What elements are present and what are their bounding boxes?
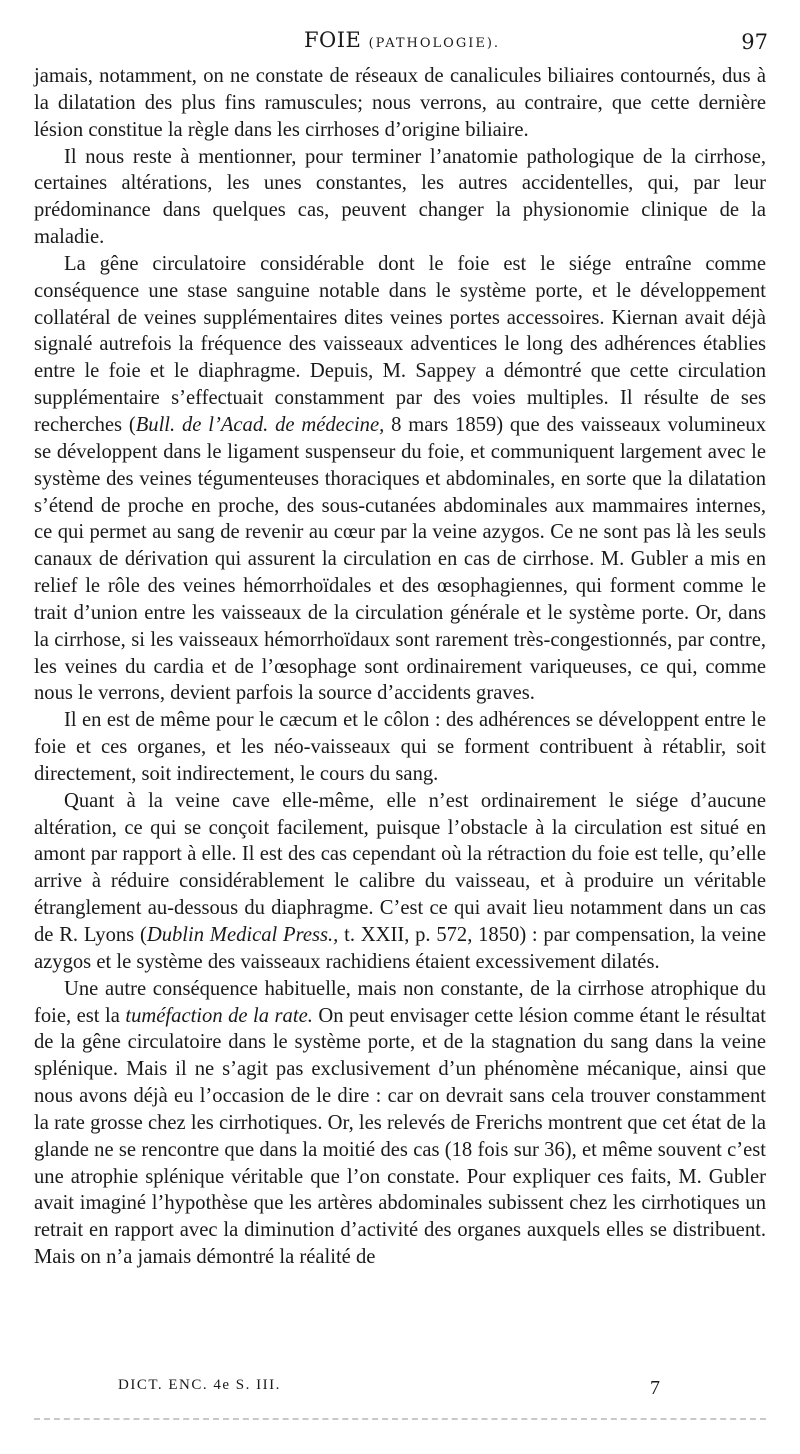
paragraph-2: Il nous reste à mentionner, pour terminer l’anatomie pathologique de la cirrhose, certaines altérations, les unes constantes, les autres accidentelles, qui, par leur prédominance dans quelques cas, peuvent changer la physionomie clinique de la maladie. xyxy=(34,145,766,249)
running-subtitle: (PATHOLOGIE). xyxy=(368,36,501,51)
sheet-number: 7 xyxy=(650,1377,660,1399)
paragraph-6-text-a: Une autre conséquence habituelle, mais non constante, de la cirrhose atrophique du foie, est la xyxy=(34,977,766,1027)
paragraph-5-text-b: t. XXII, p. 572, 1850) : par compensation, la veine azygos et le système des vaisseaux rachidiens étaient excessivement dilatés. xyxy=(34,924,766,973)
paragraph-3 xyxy=(34,251,766,707)
emphasis-tumefaction: tuméfaction de la rate. xyxy=(125,1004,313,1027)
running-title: FOIE xyxy=(303,28,362,52)
paragraph-3-text-a: La gêne circulatoire considérable dont le foie est le siége entraîne comme conséquence une stase sanguine notable dans le système porte, et le développement collatéral de veines supplémentaires dites veines portes accessoires. Kiernan avait déjà signalé autrefois la fréquence des vaisseaux adventices le long des adhérences établies entre le foie et le diaphragme. Depuis, M. Sappey a démontré que cette circulation supplémentaire s’effectuait constamment par des voies multiples. Il résulte de ses recherches ( xyxy=(34,252,766,436)
paragraph-4: Il en est de même pour le cæcum et le côlon : des adhérences se développent entre le foie et ces organes, et les néo-vaisseaux qui se forment contribuent à rétablir, soit directement, soit indirectement, le cours du sang. xyxy=(34,709,766,785)
paragraph-3-text-b: 8 mars 1859) que des vaisseaux volumineux se développent dans le ligament suspenseur du foie, et communiquent largement avec le système des veines tégumenteuses thoraciques et abdominales, en sorte que la dilatation s’étend de proche en proche, des sous-cutanées abdominales aux mammaires internes, ce qui permet au sang de revenir au cœur par la veine azygos. Ce ne sont pas là les seuls canaux de dérivation qui assurent la circulation en cas de cirrhose. M. Gubler a mis en relief le rôle des veines hémorrhoïdales et des œsophagiennes, qui forment comme le trait d’union entre les vaisseaux de la circulation générale et le système porte. Or, dans la cirrhose, si les vaisseaux hémorrhoïdaux sont rarement très-congestionnés, par contre, les veines du cardia et de l’œsophage sont ordinairement variqueuses, ce qui, comme nous le verrons, devient parfois la source d’accidents graves. xyxy=(34,413,766,705)
paragraph-5 xyxy=(34,788,766,976)
page-body xyxy=(34,63,766,1271)
paragraph-1: jamais, notamment, on ne constate de réseaux de canalicules biliaires contournés, dus à la dilatation des plus fins ramuscules; nous verrons, au contraire, que cette dernière lésion constitue la règle dans les cirrhoses d’origine biliaire. xyxy=(34,65,766,141)
paragraph-5-text-a: Quant à la veine cave elle-même, elle n’est ordinairement le siége d’aucune altération, ce qui se conçoit facilement, puisque l’obstacle à la circulation est situé en amont par rapport à elle. Il est des cas cependant où la rétraction du foie est telle, qu’elle arrive à réduire considérablement le calibre du vaisseau, et à produire un véritable étranglement au-dessous du diaphragme. C’est ce qui avait lieu notamment dans un cas de R. Lyons ( xyxy=(34,789,766,946)
page-footer xyxy=(60,1377,700,1407)
page-header xyxy=(36,28,768,60)
page-number: 97 xyxy=(741,30,768,54)
paragraph-6-text-b: On peut envisager cette lésion comme étant le résultat de la gêne circulatoire dans le système porte, et de la stagnation du sang dans la veine splénique. Mais il ne s’agit pas exclusivement d’un phénomène mécanique, ainsi que nous avons déjà eu l’occasion de le dire : car on devrait sans cela trouver constamment la rate grosse chez les cirrhotiques. Or, les relevés de Frerichs montrent que cet état de la glande ne se rencontre que dans la moitié des cas (18 fois sur 36), et même souvent c’est une atrophie splénique véritable que l’on constate. Pour expliquer ces faits, M. Gubler avait imaginé l’hypothèse que les artères abdominales subissent chez les cirrhotiques un retrait en rapport avec la diminution d’activité des organes auxquels elles se distribuent. Mais on n’a jamais démontré la réalité de xyxy=(34,1004,766,1269)
citation-dublin-medical-press: Dublin Medical Press., xyxy=(146,924,339,946)
citation-bulletin-academie: Bull. de l’Acad. de médecine, xyxy=(135,413,385,436)
bottom-divider xyxy=(34,1418,766,1420)
printer-signature: DICT. ENC. 4e S. III. xyxy=(118,1377,281,1393)
running-head xyxy=(36,28,768,52)
paragraph-6 xyxy=(34,976,766,1271)
